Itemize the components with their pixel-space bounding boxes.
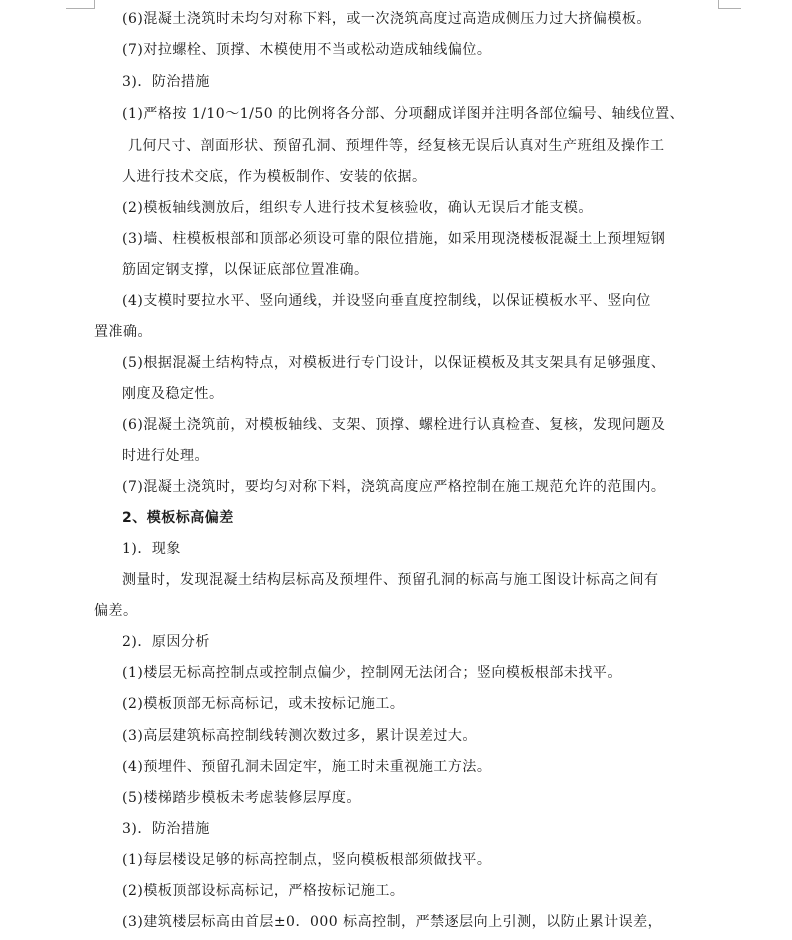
- text-line: 时进行处理。: [122, 448, 209, 464]
- text-line: 刚度及稳定性。: [122, 386, 224, 402]
- text-line: (5)楼梯踏步模板未考虑装修层厚度。: [122, 790, 361, 806]
- page-corner-mark-right: [718, 0, 741, 9]
- section-label: 2)．原因分析: [122, 634, 210, 650]
- text-line: (1)每层楼设足够的标高控制点，竖向模板根部须做找平。: [122, 852, 492, 868]
- text-line: (5)根据混凝土结构特点，对模板进行专门设计，以保证模板及其支架具有足够强度、: [122, 355, 666, 371]
- text-line: (2)模板顶部设标高标记，严格按标记施工。: [122, 883, 405, 899]
- text-line: (6)混凝土浇筑前，对模板轴线、支架、顶撑、螺栓进行认真检查、复核，发现问题及: [122, 417, 666, 433]
- text-line: (6)混凝土浇筑时未均匀对称下料，或一次浇筑高度过高造成侧压力过大挤偏模板。: [122, 11, 651, 27]
- section-label: 1)．现象: [122, 541, 181, 557]
- section-label: 3)．防治措施: [122, 821, 210, 837]
- text-line: (4)支模时要拉水平、竖向通线，并设竖向垂直度控制线，以保证模板水平、竖向位: [122, 293, 651, 309]
- text-line: (1)楼层无标高控制点或控制点偏少，控制网无法闭合；竖向模板根部未找平。: [122, 665, 622, 681]
- text-line: 人进行技术交底，作为模板制作、安装的依据。: [122, 169, 427, 185]
- text-line: (2)模板顶部无标高标记，或未按标记施工。: [122, 696, 405, 712]
- text-line: 偏差。: [94, 603, 138, 619]
- text-line: 置准确。: [94, 324, 152, 340]
- text-line: 几何尺寸、剖面形状、预留孔洞、预埋件等，经复核无误后认真对生产班组及操作工: [128, 138, 665, 154]
- text-line: (3)建筑楼层标高由首层±0．000 标高控制，严禁逐层向上引测，以防止累计误差，: [122, 914, 663, 930]
- section-heading: 2、模板标高偏差: [122, 510, 234, 526]
- text-line: (1)严格按 1/10～1/50 的比例将各分部、分项翻成详图并注明各部位编号、轴线位置、: [122, 106, 685, 122]
- text-line: 筋固定钢支撑，以保证底部位置准确。: [122, 262, 369, 278]
- text-line: 测量时，发现混凝土结构层标高及预埋件、预留孔洞的标高与施工图设计标高之间有: [122, 572, 659, 588]
- text-line: (3)墙、柱模板根部和顶部必须设可靠的限位措施，如采用现浇楼板混凝土上预埋短钢: [122, 231, 666, 247]
- page-corner-mark-left: [66, 0, 95, 9]
- text-line: (7)混凝土浇筑时，要均匀对称下料，浇筑高度应严格控制在施工规范允许的范围内。: [122, 479, 666, 495]
- section-label: 3)．防治措施: [122, 74, 210, 90]
- text-line: (3)高层建筑标高控制线转测次数过多，累计误差过大。: [122, 728, 477, 744]
- text-line: (7)对拉螺栓、顶撑、木模使用不当或松动造成轴线偏位。: [122, 42, 492, 58]
- text-line: (2)模板轴线测放后，组织专人进行技术复核验收，确认无误后才能支模。: [122, 200, 593, 216]
- text-line: (4)预埋件、预留孔洞未固定牢，施工时未重视施工方法。: [122, 759, 492, 775]
